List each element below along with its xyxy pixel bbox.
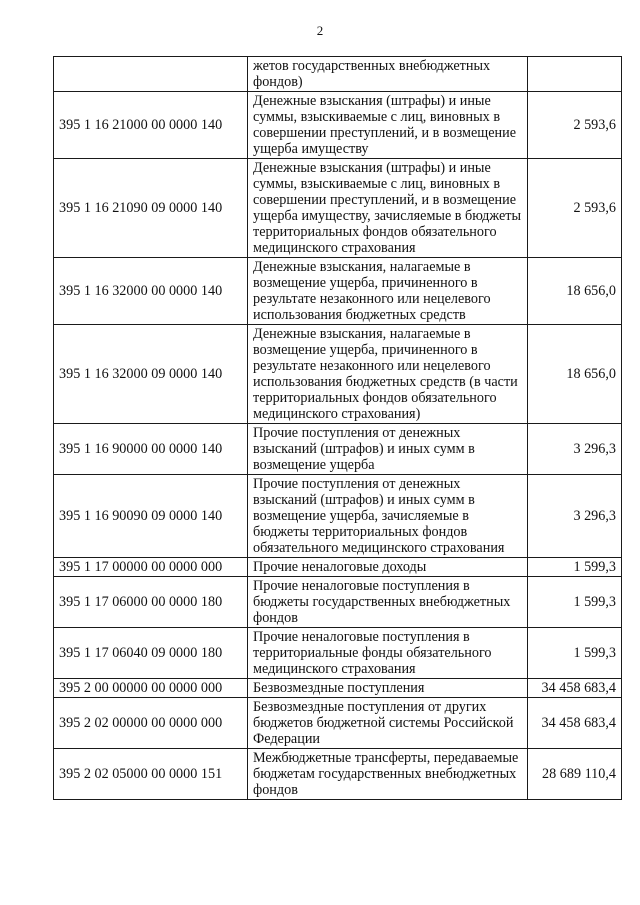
amount-cell: 3 296,3 <box>528 424 622 475</box>
table-row <box>54 258 622 325</box>
amount-cell: 1 599,3 <box>528 577 622 628</box>
table-row <box>54 92 622 159</box>
amount-cell: 1 599,3 <box>528 628 622 679</box>
budget-code-cell: 395 1 16 32000 00 0000 140 <box>54 258 248 325</box>
revenue-name-cell: Денежные взыскания (штрафы) и иные суммы, взыскиваемые с лиц, виновных в совершении преступлений, и в возмещение ущерба имуществу, зачисляемые в бюджеты территориальных фондов обязательного медицинского страхования <box>248 159 528 258</box>
revenue-name-cell: Прочие неналоговые поступления в территориальные фонды обязательного медицинского страхования <box>248 628 528 679</box>
amount-cell: 2 593,6 <box>528 159 622 258</box>
budget-code-cell: 395 1 17 00000 00 0000 000 <box>54 558 248 577</box>
budget-code-cell <box>54 57 248 92</box>
budget-code-cell: 395 1 16 32000 09 0000 140 <box>54 325 248 424</box>
budget-code-cell: 395 1 16 21000 00 0000 140 <box>54 92 248 159</box>
amount-cell: 3 296,3 <box>528 475 622 558</box>
amount-cell: 34 458 683,4 <box>528 698 622 749</box>
budget-code-cell: 395 2 02 00000 00 0000 000 <box>54 698 248 749</box>
amount-cell: 18 656,0 <box>528 325 622 424</box>
revenue-name-cell: Денежные взыскания, налагаемые в возмещение ущерба, причиненного в результате незаконного или нецелевого использования бюджетных средств <box>248 258 528 325</box>
revenue-name-cell: Прочие неналоговые доходы <box>248 558 528 577</box>
revenue-table <box>53 56 622 800</box>
amount-cell: 2 593,6 <box>528 92 622 159</box>
table-row <box>54 558 622 577</box>
budget-code-cell: 395 1 16 21090 09 0000 140 <box>54 159 248 258</box>
table-row <box>54 628 622 679</box>
revenue-name-cell: Денежные взыскания (штрафы) и иные суммы, взыскиваемые с лиц, виновных в совершении преступлений, и в возмещение ущерба имуществу <box>248 92 528 159</box>
page-number: 2 <box>316 23 324 38</box>
table-row <box>54 698 622 749</box>
table-row <box>54 424 622 475</box>
budget-code-cell: 395 1 16 90000 00 0000 140 <box>54 424 248 475</box>
revenue-name-cell: Безвозмездные поступления <box>248 679 528 698</box>
budget-code-cell: 395 1 17 06000 00 0000 180 <box>54 577 248 628</box>
revenue-name-cell: Прочие поступления от денежных взысканий (штрафов) и иных сумм в возмещение ущерба <box>248 424 528 475</box>
table-row <box>54 475 622 558</box>
revenue-name-cell: жетов государственных внебюджетных фондов) <box>248 57 528 92</box>
amount-cell <box>528 57 622 92</box>
table-row <box>54 679 622 698</box>
revenue-name-cell: Прочие поступления от денежных взысканий (штрафов) и иных сумм в возмещение ущерба, зачисляемые в бюджеты территориальных фондов обязательного медицинского страхования <box>248 475 528 558</box>
table-row <box>54 57 622 92</box>
budget-code-cell: 395 2 00 00000 00 0000 000 <box>54 679 248 698</box>
revenue-name-cell: Прочие неналоговые поступления в бюджеты государственных внебюджетных фондов <box>248 577 528 628</box>
table-row <box>54 325 622 424</box>
table-row <box>54 749 622 800</box>
amount-cell: 34 458 683,4 <box>528 679 622 698</box>
budget-code-cell: 395 2 02 05000 00 0000 151 <box>54 749 248 800</box>
table-row <box>54 159 622 258</box>
budget-code-cell: 395 1 16 90090 09 0000 140 <box>54 475 248 558</box>
budget-code-cell: 395 1 17 06040 09 0000 180 <box>54 628 248 679</box>
revenue-name-cell: Безвозмездные поступления от других бюджетов бюджетной системы Российской Федерации <box>248 698 528 749</box>
amount-cell: 1 599,3 <box>528 558 622 577</box>
revenue-name-cell: Денежные взыскания, налагаемые в возмещение ущерба, причиненного в результате незаконного или нецелевого использования бюджетных средств (в части территориальных фондов обязательного медицинского страхования) <box>248 325 528 424</box>
revenue-name-cell: Межбюджетные трансферты, передаваемые бюджетам государственных внебюджетных фондов <box>248 749 528 800</box>
amount-cell: 28 689 110,4 <box>528 749 622 800</box>
table-row <box>54 577 622 628</box>
amount-cell: 18 656,0 <box>528 258 622 325</box>
